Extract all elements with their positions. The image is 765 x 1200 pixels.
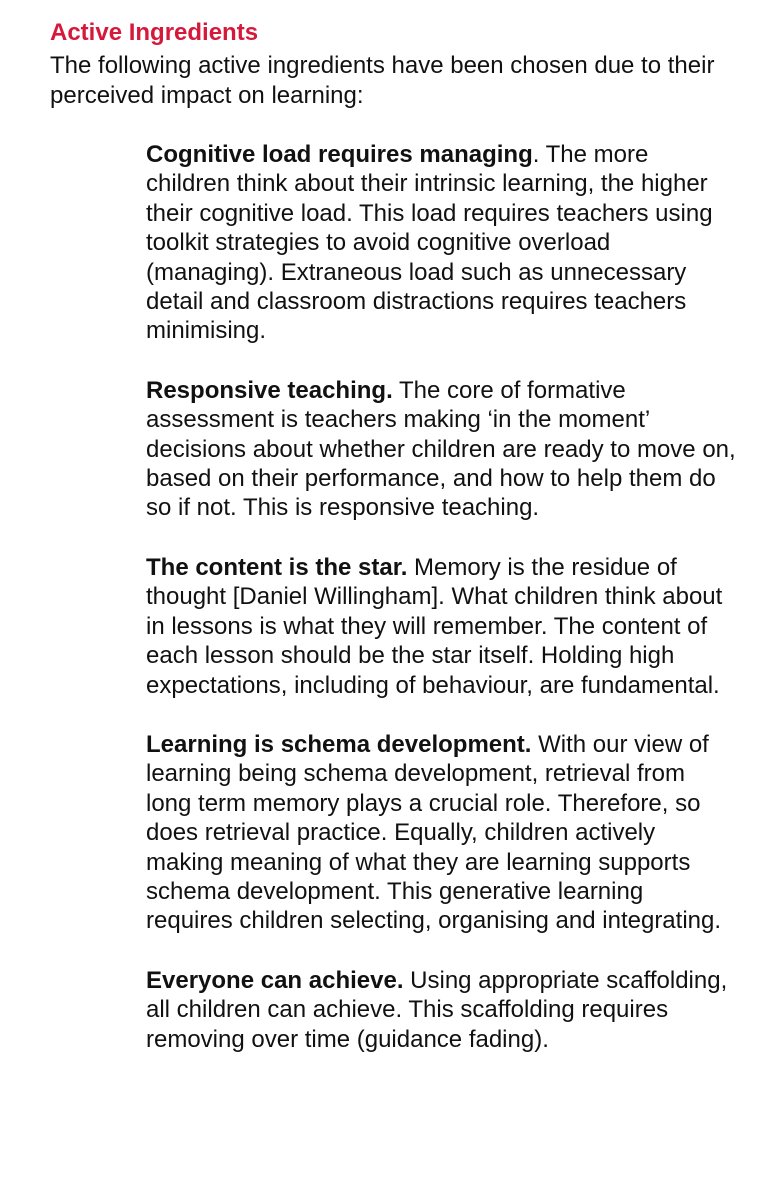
ingredient-content-is-star: [146, 553, 736, 700]
ingredient-responsive-teaching: [146, 376, 736, 523]
ingredient-description: Using appropriate scaffolding, all children can achieve. This scaffolding requires removing over time (guidance fading).: [146, 966, 728, 1053]
ingredient-title: Learning is schema development.: [146, 730, 532, 758]
ingredients-list: [146, 140, 736, 1084]
ingredient-title: The content is the star.: [146, 553, 408, 581]
ingredient-title: Cognitive load requires managing: [146, 141, 533, 168]
ingredient-title: Responsive teaching.: [146, 376, 393, 404]
section-heading: Active Ingredients: [50, 19, 259, 46]
ingredient-everyone-can-achieve: [146, 966, 736, 1054]
ingredient-description: The core of formative assessment is teachers making ‘in the moment’ decisions about whether children are ready to move on, based on their performance, and how to help them do so if not. This is responsive teaching.: [146, 376, 736, 522]
intro-paragraph: The following active ingredients have been chosen due to their perceived impact on learning:: [50, 52, 715, 109]
ingredient-title: Everyone can achieve.: [146, 966, 404, 994]
ingredient-cognitive-load: [146, 140, 736, 346]
ingredient-description: Memory is the residue of thought [Daniel Willingham]. What children think about in lessons is what they will remember. The content of each lesson should be the star itself. Holding high expectations, including of behaviour, are fundamental.: [146, 553, 723, 699]
ingredient-description: . The more children think about their intrinsic learning, the higher their cognitive load. This load requires teachers using toolkit strategies to avoid cognitive overload (managing). Extraneous load such as unnecessary detail and classroom distractions requires teachers minimising.: [146, 141, 713, 345]
ingredient-schema-development: [146, 730, 736, 936]
ingredient-description: With our view of learning being schema development, retrieval from long term memory plays a crucial role. Therefore, so does retrieval practice. Equally, children actively making meaning of what they are learning supports schema development. This generative learning requires children selecting, organising and integrating.: [146, 730, 722, 935]
